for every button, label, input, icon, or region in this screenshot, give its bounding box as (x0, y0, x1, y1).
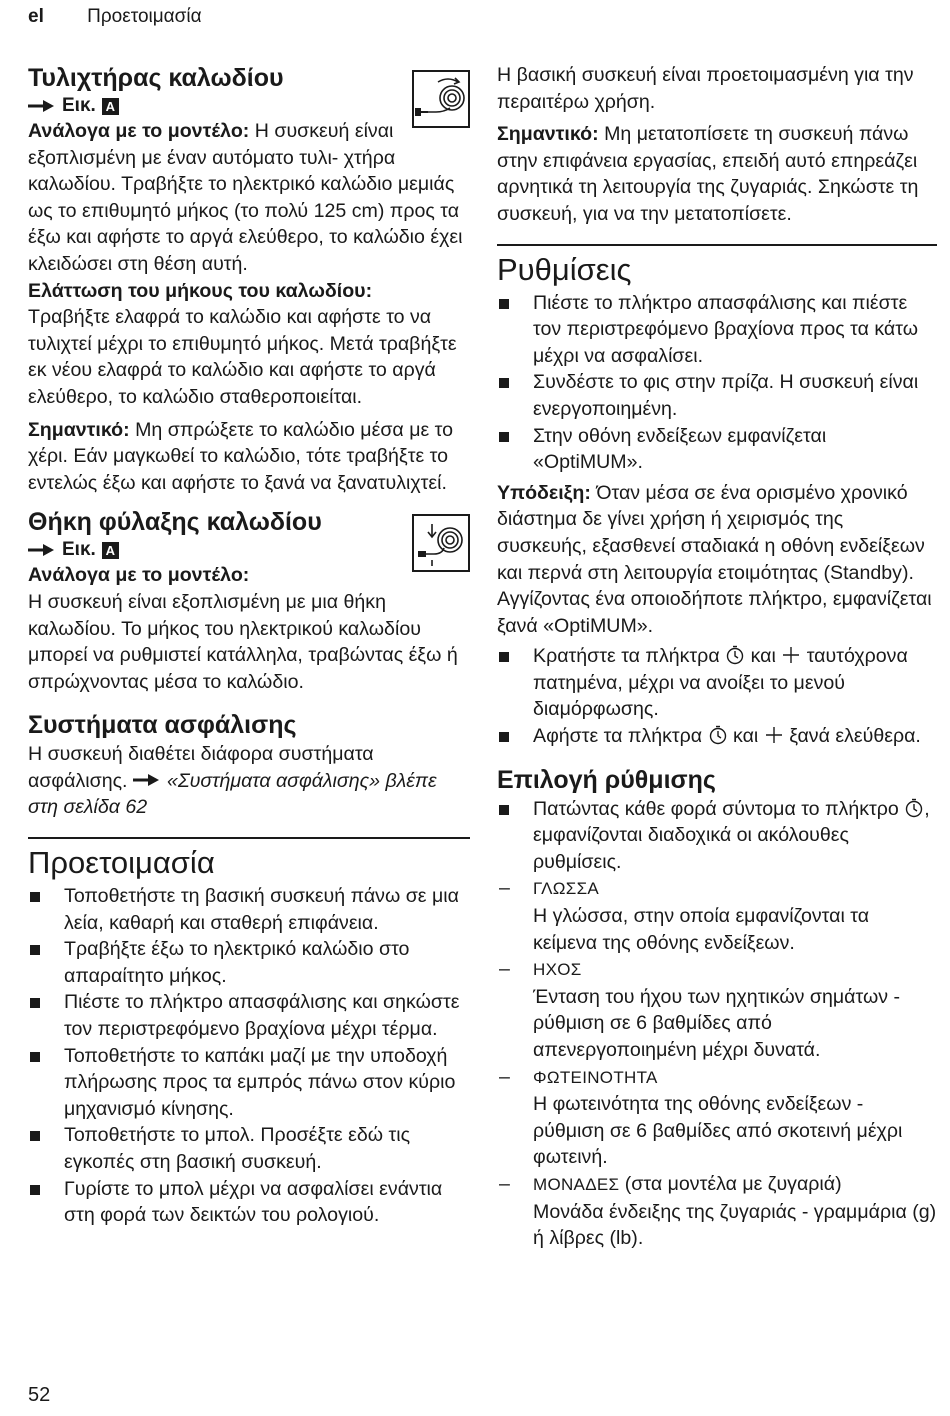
section-divider (28, 837, 470, 839)
note: Υπόδειξη: Όταν μέσα σε ένα ορισμένο χρονικό διάστημα δε γίνει χρήση ή χειρισμός της συσκευής, εξασθενεί σταδιακά η οθόνη ενδείξεων και περνά στη λειτουργία ετοιμότητας (Standby). Αγγίζοντας ένα οποιοδήποτε πλήκτρο, εμφανίζεται ξανά «OptiMUM». (497, 481, 932, 637)
list-item: Τραβήξτε έξω το ηλεκτρικό καλώδιο στο απαραίτητο μήκος. (28, 936, 470, 989)
figure-reference (28, 94, 400, 118)
timer-icon (725, 645, 745, 665)
arrow-right-icon (28, 100, 54, 112)
choice-list (497, 796, 937, 876)
safety-section (28, 709, 470, 821)
bullet-icon (499, 652, 509, 662)
cord-winder-icon (412, 70, 470, 128)
page-number: 52 (28, 1384, 51, 1406)
bullet-icon (30, 892, 40, 902)
section-divider (497, 244, 937, 246)
bullet-icon (499, 299, 509, 309)
figure-letter: A (102, 98, 119, 115)
paragraph: Τραβήξτε ελαφρά το καλώδιο και αφήστε το να τυλιχτεί μέχρι το επιθυμητό μήκος. Μετά τραβήξτε εκ νέου ελαφρά το καλώδιο και αφήστε το αργά ελεύθερο, το καλώδιο σταθεροποιείται. (28, 306, 457, 408)
figure-label: Εικ. (62, 95, 96, 116)
list-item: Τοποθετήστε τη βασική συσκευή πάνω σε μια λεία, καθαρή και σταθερή επιφάνεια. (28, 883, 470, 936)
bullet-icon (499, 378, 509, 388)
list-item: Πατώντας κάθε φορά σύντομα το πλήκτρο , εμφανίζονται διαδοχικά οι ακόλουθες ρυθμίσεις. (497, 796, 937, 876)
cross-reference-link[interactable]: «Συστήματα ασφάλισης» βλέπε στη σελίδα 62 (28, 769, 437, 819)
bullet-icon (499, 732, 509, 742)
paragraph: Η συσκευή διαθέτει διάφορα συστήματα ασφάλισης. «Συστήματα ασφάλισης» βλέπε στη σελίδα 62 (28, 743, 437, 819)
header-section: Προετοιμασία (87, 6, 202, 27)
figure-letter: A (102, 542, 119, 559)
bullet-icon (499, 432, 509, 442)
list-item: Στην οθόνη ενδείξεων εμφανίζεται «OptiMUM». (497, 423, 937, 476)
preparation-section (28, 843, 470, 1229)
setting-option: – ΦΩΤΕΙΝΟΤΗΤΑ Η φωτεινότητα της οθόνης ενδείξεων - ρύθμιση σε 6 βαθμίδες από σκοτεινή μέχρι φωτεινή. (499, 1065, 903, 1169)
list-item: Τοποθετήστε το μπολ. Προσέξτε εδώ τις εγκοπές στη βασική συσκευή. (28, 1122, 470, 1175)
list-item: Γυρίστε το μπολ μέχρι να ασφαλίσει ενάντια στη φορά των δεικτών του ρολογιού. (28, 1176, 470, 1229)
setting-option: – ΓΛΩΣΣΑ Η γλώσσα, στην οποία εμφανίζονται τα κείμενα της οθόνης ενδείξεων. (499, 877, 870, 954)
list-item: Πιέστε το πλήκτρο απασφάλισης και πιέστε τον περιστρεφόμενο βραχίονα προς τα κάτω μέχρι να ασφαλίσει. (497, 290, 937, 370)
figure-reference (28, 538, 400, 562)
timer-icon (904, 798, 924, 818)
arrow-right-icon (28, 544, 54, 556)
list-item: Συνδέστε το φις στην πρίζα. Η συσκευή είναι ενεργοποιημένη. (497, 369, 937, 422)
section-title: Συστήματα ασφάλισης (28, 711, 297, 740)
preparation-list (28, 883, 470, 1229)
list-item: Πιέστε το πλήκτρο απασφάλισης και σηκώστε τον περιστρεφόμενο βραχίονα μέχρι τέρμα. (28, 989, 470, 1042)
list-item: Αφήστε τα πλήκτρα και ξανά ελεύθερα. (497, 723, 937, 750)
bullet-icon (30, 998, 40, 1008)
paragraph: Η συσκευή είναι εξοπλισμένη με μια θήκη καλωδίου. Το μήκος του ηλεκτρικού καλωδίου μπορεί να ρυθμιστεί κατάλληλα, τραβώντας έξω ή σπρώχνοντας μέσα το καλώδιο. (28, 590, 458, 693)
bullet-icon (30, 1185, 40, 1195)
cord-storage-section (28, 506, 470, 695)
paragraph: Ανάλογα με το μοντέλο: Η συσκευή είναι εξοπλισμένη με έναν αυτόματο τυλι- χτήρα καλωδίου. Τραβήξτε το ηλεκτρικό καλώδιο μεμιάς ως το επιθυμητό μήκος (το πολύ 125 cm) προς τα έξω και αφήστε το αργά ελεύθερο, το καλώδιο έχει κλειδώσει στη θέση αυτή. (28, 120, 463, 275)
bullet-icon (30, 945, 40, 955)
subheading: Ανάλογα με το μοντέλο: (28, 564, 250, 587)
language-code: el (28, 6, 44, 27)
list-item: Τοποθετήστε το καπάκι μαζί με την υποδοχή πλήρωσης προς τα εμπρός πάνω στον κύριο μηχανισμό κίνησης. (28, 1043, 470, 1123)
arrow-right-icon (133, 774, 159, 786)
bullet-icon (499, 805, 509, 815)
paragraph: Η βασική συσκευή είναι προετοιμασμένη για την περαιτέρω χρήση. (497, 64, 914, 113)
list-item: Κρατήστε τα πλήκτρα και ταυτόχρονα πατημένα, μέχρι να ανοίξει το μενού διαμόρφωσης. (497, 643, 937, 723)
chapter-title: Ρυθμίσεις (497, 251, 632, 287)
settings-list-2 (497, 643, 937, 749)
figure-label: Εικ. (62, 539, 96, 561)
setting-option: – ΗΧΟΣ Ένταση του ήχου των ηχητικών σημάτων - ρύθμιση σε 6 βαθμίδες από απενεργοποιημένη μέχρι δυνατά. (499, 958, 901, 1061)
plus-icon (781, 645, 801, 665)
left-column (28, 62, 470, 1229)
section-title: Τυλιχτήρας καλωδίου (28, 64, 284, 92)
settings-section (497, 250, 937, 750)
setting-choice-section (497, 764, 937, 1252)
right-column (497, 62, 937, 1252)
subheading: Ελάττωση του μήκους του καλωδίου: (28, 279, 373, 302)
cord-storage-icon (412, 514, 470, 572)
cord-winder-section (28, 62, 470, 496)
plus-icon (764, 725, 784, 745)
settings-list (497, 290, 937, 476)
section-title: Επιλογή ρύθμισης (497, 765, 716, 794)
setting-option: – ΜΟΝΑΔΕΣ (στα μοντέλα με ζυγαριά) Μονάδα ένδειξης της ζυγαριάς - γραμμάρια (g) ή λίβρες (lb). (499, 1172, 937, 1250)
bullet-icon (30, 1052, 40, 1062)
section-title: Θήκη φύλαξης καλωδίου (28, 508, 322, 537)
chapter-title: Προετοιμασία (28, 845, 215, 881)
page-header (28, 6, 202, 28)
timer-icon (708, 725, 728, 745)
bullet-icon (30, 1131, 40, 1141)
paragraph: Σημαντικό: Μη σπρώξετε το καλώδιο μέσα με το χέρι. Εάν μαγκωθεί το καλώδιο, τότε τραβήξτε το εντελώς έξω και αφήστε το ξανά να ξανατυλιχτεί. (28, 418, 454, 494)
paragraph: Σημαντικό: Μη μετατοπίσετε τη συσκευή πάνω στην επιφάνεια εργασίας, επειδή αυτό επηρεάζει αρνητικά τη λειτουργία της ζυγαριάς. Σηκώστε τη συσκευή, για να την μετατοπίσετε. (497, 123, 919, 225)
